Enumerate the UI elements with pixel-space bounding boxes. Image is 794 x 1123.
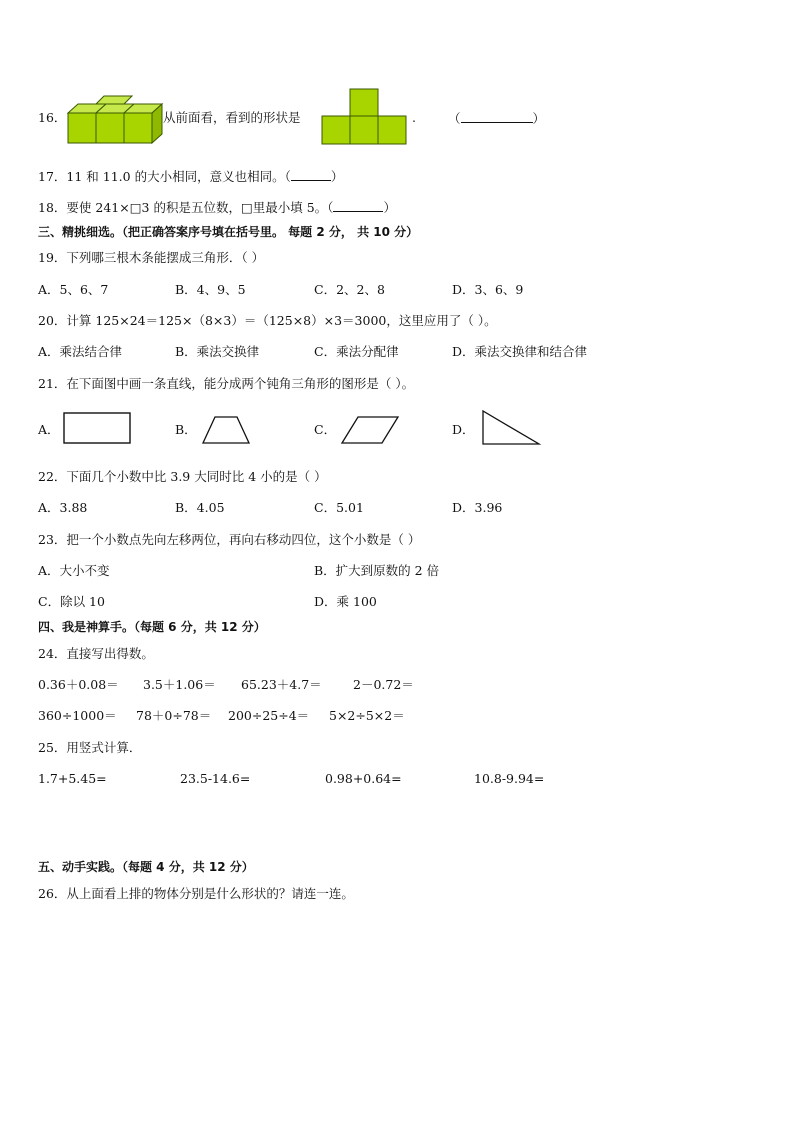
q17-blank[interactable] — [291, 168, 331, 181]
q16-text: 从前面看，看到的形状是 — [163, 110, 301, 125]
q16-blank[interactable] — [461, 110, 533, 123]
q26-text: 26．从上面看上排的物体分别是什么形状的？请连一连。 — [38, 886, 354, 901]
q23-option-b[interactable]: B．扩大到原数的 2 倍 — [314, 563, 440, 578]
section-3-title: 三、精挑细选。（把正确答案序号填在括号里。 每题 2 分， 共 10 分） — [38, 225, 419, 239]
q19-text: 19．下列哪三根木条能摆成三角形．（ ） — [38, 250, 265, 265]
q24-r1-c2[interactable]: 3.5＋1.06＝ — [143, 677, 216, 692]
q22-option-a[interactable]: A．3.88 — [38, 500, 88, 515]
q18-blank[interactable] — [333, 199, 383, 212]
q16-number: 16． — [38, 110, 67, 125]
rectangle-shape — [63, 412, 131, 444]
q21-option-b[interactable]: B． — [175, 422, 197, 437]
q22-option-d[interactable]: D．3.96 — [452, 500, 503, 515]
q25-item-3[interactable]: 0.98+0.64= — [325, 771, 402, 786]
q19-option-c[interactable]: C．2、2、8 — [314, 282, 385, 297]
q23-option-a[interactable]: A．大小不变 — [38, 563, 110, 578]
q21-option-d[interactable]: D． — [452, 422, 475, 437]
q22-option-c[interactable]: C．5.01 — [314, 500, 364, 515]
q25-item-1[interactable]: 1.7+5.45= — [38, 771, 107, 786]
q16-paren-open: （ — [448, 111, 461, 126]
cube-stack-figure — [68, 96, 164, 146]
q20-option-b[interactable]: B．乘法交换律 — [175, 344, 260, 359]
q23-text: 23．把一个小数点先向左移两位，再向右移动四位，这个小数是（ ） — [38, 532, 421, 547]
q24-r1-c1[interactable]: 0.36＋0.08＝ — [38, 677, 119, 692]
q20-option-a[interactable]: A．乘法结合律 — [38, 344, 123, 359]
q23-option-d[interactable]: D．乘 100 — [314, 594, 377, 609]
q21-option-a[interactable]: A． — [38, 422, 60, 437]
q25-item-2[interactable]: 23.5-14.6= — [180, 771, 251, 786]
q20-option-c[interactable]: C．乘法分配律 — [314, 344, 399, 359]
q18-text: 18．要使 241×□3 的积是五位数，□里最小填 5。（ — [38, 200, 334, 215]
q20-text: 20．计算 125×24＝125×（8×3）＝（125×8）×3＝3000，这里应用了（ ）。 — [38, 313, 497, 328]
q17 — [38, 168, 343, 185]
q24-r1-c4[interactable]: 2－0.72＝ — [353, 677, 414, 692]
q17-text: 17．11 和 11.0 的大小相同，意义也相同。（ — [38, 169, 291, 184]
q18-close: ） — [383, 200, 396, 215]
q22-text: 22．下面几个小数中比 3.9 大同时比 4 小的是（ ） — [38, 469, 327, 484]
q24-r2-c4[interactable]: 5×2÷5×2＝ — [329, 708, 405, 723]
q21-option-c[interactable]: C． — [314, 422, 337, 437]
q18 — [38, 199, 396, 216]
section-4-title: 四、我是神算手。（每题 6 分，共 12 分） — [38, 620, 266, 634]
q24-r1-c3[interactable]: 65.23＋4.7＝ — [241, 677, 322, 692]
q20-option-d[interactable]: D．乘法交换律和结合律 — [452, 344, 588, 359]
q23-option-c[interactable]: C．除以 10 — [38, 594, 105, 609]
right-triangle-shape — [481, 410, 541, 446]
q24-text: 24．直接写出得数。 — [38, 646, 154, 661]
q24-r2-c3[interactable]: 200÷25÷4＝ — [228, 708, 310, 723]
q16-paren-close: ） — [532, 111, 546, 126]
section-5-title: 五、动手实践。（每题 4 分，共 12 分） — [38, 860, 254, 874]
q21-text: 21．在下面图中画一条直线，能分成两个钝角三角形的图形是（ ）。 — [38, 376, 415, 391]
q24-r2-c1[interactable]: 360÷1000＝ — [38, 708, 117, 723]
q17-close: ） — [330, 169, 344, 184]
q25-item-4[interactable]: 10.8-9.94= — [474, 771, 545, 786]
trapezoid-shape — [201, 416, 251, 444]
front-view-figure — [322, 89, 406, 145]
q24-r2-c2[interactable]: 78＋0÷78＝ — [136, 708, 212, 723]
q25-text: 25．用竖式计算． — [38, 740, 142, 755]
q16-dot: . — [412, 110, 416, 125]
q22-option-b[interactable]: B．4.05 — [175, 500, 225, 515]
q19-option-b[interactable]: B．4、9、5 — [175, 282, 246, 297]
q16-answer[interactable] — [448, 110, 545, 127]
q19-option-d[interactable]: D．3、6、9 — [452, 282, 524, 297]
q19-option-a[interactable]: A．5、6、7 — [38, 282, 109, 297]
parallelogram-shape — [340, 416, 400, 444]
